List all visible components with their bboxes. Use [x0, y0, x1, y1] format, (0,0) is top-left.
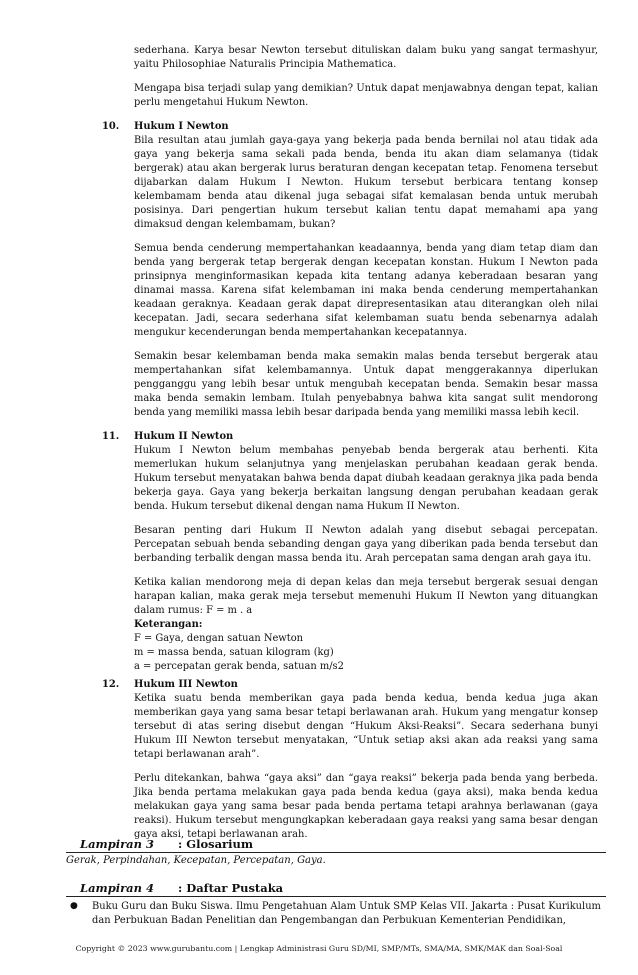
bibliography-list — [66, 900, 606, 927]
page-footer: Copyright © 2023 www.gurubantu.com | Lengkap Administrasi Guru SD/MI, SMP/MTs, SMA/MA, SMK/MAK dan Soal-Soal — [75, 944, 563, 953]
section-number: 12. — [102, 679, 120, 690]
list-item — [66, 900, 606, 927]
section-title: Hukum III Newton — [134, 679, 238, 690]
lampiran-3-heading — [66, 837, 606, 853]
lampiran-4-heading — [66, 881, 606, 897]
section-paragraph: Semakin besar kelembaman benda maka semakin malas benda tersebut bergerak atau mempertahankan sifat kelembamannya. Untuk dapat menggerakannya diperlukan pengganggu yang lebih besar untuk mengubah kecepatan benda. Semakin besar massa maka benda semakin lembam. Itulah penyebabnya bahwa kita sangat sulit mendorong benda yang memiliki massa lebih besar daripada benda yang memiliki massa lebih kecil. — [134, 351, 598, 418]
section-title: Hukum I Newton — [134, 121, 229, 132]
section-paragraph: Besaran penting dari Hukum II Newton adalah yang disebut sebagai percepatan. Percepatan sebuah benda sebanding dengan gaya yang diberikan pada benda tersebut dan berbanding terbalik dengan massa benda itu. Arah percepatan sama dengan arah gaya itu. — [134, 525, 598, 564]
section-paragraph: Ketika suatu benda memberikan gaya pada benda kedua, benda kedua juga akan memberikan gaya yang sama besar tetapi berlawanan arah. Hukum yang mengatur konsep tersebut di atas sering disebut dengan “Hukum Aksi-Reaksi”. Secara sederhana bunyi Hukum III Newton tersebut menyatakan, “Untuk setiap aksi akan ada reaksi yang sama tetapi berlawanan arah”. — [134, 693, 598, 760]
definition-line: a = percepatan gerak benda, satuan m/s2 — [134, 661, 344, 672]
lampiran-title: : Glosarium — [178, 837, 253, 851]
section-hukum-2 — [102, 430, 598, 674]
lampiran-label: Lampiran 3 — [80, 837, 154, 851]
glossary-text: Gerak, Perpindahan, Kecepatan, Percepatan, Gaya. — [66, 855, 326, 866]
section-hukum-3 — [102, 678, 598, 842]
section-paragraph: Bila resultan atau jumlah gaya-gaya yang bekerja pada benda bernilai nol atau tidak ada gaya yang bekerja sama sekali pada benda, benda itu akan diam selamanya (tidak bergerak) atau akan bergerak lurus beraturan dengan kecepatan tetap. Fenomena tersebut dijabarkan dalam Hukum I Newton. Hukum tersebut berbicara tentang konsep kelembamam benda atau dikenal juga sebagai sifat kemalasan benda untuk merubah posisinya. Dari pengertian hukum tersebut kalian tentu dapat memahami apa yang dimaksud dengan kelembamam, bukan? — [134, 135, 598, 230]
intro-paragraph-2: Mengapa bisa terjadi sulap yang demikian? Untuk dapat menjawabnya dengan tepat, kalian perlu mengetahui Hukum Newton. — [134, 83, 598, 108]
definition-line: F = Gaya, dengan satuan Newton — [134, 633, 304, 644]
section-paragraph: Perlu ditekankan, bahwa “gaya aksi” dan “gaya reaksi” bekerja pada benda yang berbeda. Jika benda pertama melakukan gaya pada benda kedua (gaya aksi), maka benda kedua melakukan gaya yang sama besar pada benda pertama tetapi arahnya berlawanan (gaya reaksi). Hukum tersebut mengungkapkan keberadaan gaya reaksi yang sama besar dengan gaya aksi, tetapi berlawanan arah. — [134, 773, 598, 840]
section-number: 11. — [102, 431, 120, 442]
lampiran-label: Lampiran 4 — [80, 881, 154, 895]
bibliography-entry: Buku Guru dan Buku Siswa. Ilmu Pengetahuan Alam Untuk SMP Kelas VII. Jakarta : Pusat Kurikulum dan Perbukuan Badan Penelitian dan Pengembangan dan Perbukuan Kementerian Pendidikan, — [92, 901, 601, 926]
keterangan-title: Keterangan: — [134, 619, 203, 630]
section-paragraph: Semua benda cenderung mempertahankan keadaannya, benda yang diam tetap diam dan benda yang bergerak tetap bergerak dengan kecepatan konstan. Hukum I Newton pada prinsipnya menginformasikan kepada kita tentang adanya keberadaan besaran yang dinamai massa. Karena sifat kelembaman ini maka benda cenderung mempertahankan keadaan geraknya. Keadaan gerak dapat direpresentasikan atau diterangkan oleh nilai kecepatan. Jadi, secara sederhana sifat kelembaman suatu benda sebenarnya adalah mengukur kecenderungan benda mempertahankan kecepatannya. — [134, 243, 598, 338]
lampiran-title: : Daftar Pustaka — [178, 881, 284, 895]
formula-paragraph: Ketika kalian mendorong meja di depan kelas dan meja tersebut bergerak sesuai dengan harapan kalian, maka gerak meja tersebut memenuhi Hukum II Newton yang dituangkan dalam rumus: F = m . a — [134, 577, 598, 616]
section-number: 10. — [102, 121, 120, 132]
bullet-icon: ● — [70, 901, 78, 911]
intro-paragraph-1: sederhana. Karya besar Newton tersebut dituliskan dalam buku yang sangat termashyur, yaitu Philosophiae Naturalis Principia Mathematica. — [134, 45, 598, 70]
section-title: Hukum II Newton — [134, 431, 234, 442]
definition-line: m = massa benda, satuan kilogram (kg) — [134, 647, 334, 658]
section-hukum-1 — [102, 120, 598, 420]
section-paragraph: Hukum I Newton belum membahas penyebab benda bergerak atau berhenti. Kita memerlukan hukum selanjutnya yang menjelaskan perubahan keadaan gerak benda. Hukum tersebut menyatakan bahwa benda dapat diubah keadaan geraknya jika pada benda bekerja gaya. Gaya yang bekerja berkaitan langsung dengan perubahan keadaan gerak benda. Hukum tersebut dikenal dengan nama Hukum II Newton. — [134, 445, 598, 512]
